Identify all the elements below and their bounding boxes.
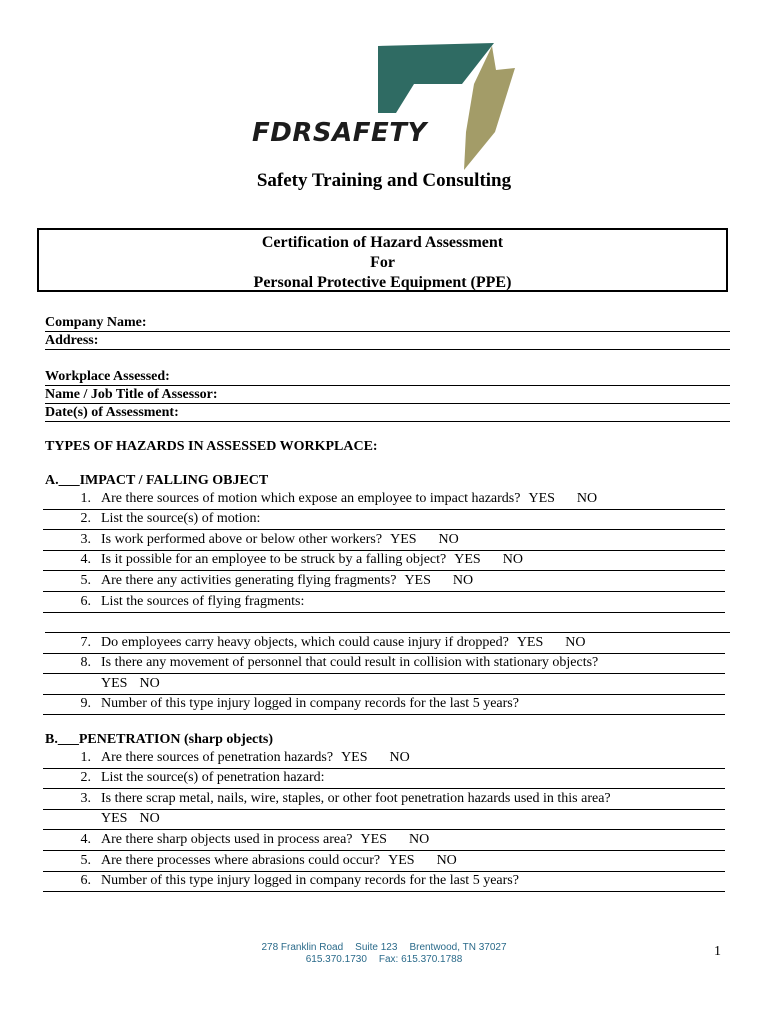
question-a8 xyxy=(43,654,725,674)
question-b2[interactable] xyxy=(43,769,725,789)
question-a8-answer xyxy=(43,675,725,695)
company-name-field[interactable]: Company Name: xyxy=(45,314,730,332)
question-text: Are there sources of penetration hazards? xyxy=(101,750,334,765)
footer-city: Brentwood, TN 37027 xyxy=(409,942,507,953)
title-line-2: For xyxy=(370,254,395,271)
question-number: 4. xyxy=(80,552,91,567)
page-number: 1 xyxy=(714,944,721,959)
question-text: Are there any activities generating flying fragments? xyxy=(101,573,397,588)
fdr-safety-logo xyxy=(250,40,520,175)
yes-option[interactable]: YES xyxy=(360,832,387,847)
question-text: Number of this type injury logged in company records for the last 5 years? xyxy=(101,696,519,711)
yes-option[interactable]: YES xyxy=(404,573,431,588)
question-number: 3. xyxy=(80,532,91,547)
question-b3-answer xyxy=(43,810,725,830)
no-option[interactable]: NO xyxy=(436,853,457,868)
no-option[interactable]: NO xyxy=(576,491,598,506)
logo-graphic xyxy=(250,40,520,175)
page-footer xyxy=(200,942,568,966)
question-text: Do employees carry heavy objects, which could cause injury if dropped? xyxy=(101,635,509,650)
answer-line[interactable] xyxy=(45,632,730,633)
question-number: 4. xyxy=(80,832,91,847)
footer-fax: Fax: 615.370.1788 xyxy=(378,954,463,965)
question-text: Are there sources of motion which expose an employee to impact hazards? xyxy=(101,491,521,506)
hazard-types-heading: TYPES OF HAZARDS IN ASSESSED WORKPLACE: xyxy=(45,439,378,454)
question-text: List the source(s) of penetration hazard: xyxy=(101,770,325,785)
question-a9[interactable] xyxy=(43,695,725,715)
question-a5 xyxy=(43,572,725,592)
no-option[interactable]: NO xyxy=(438,532,459,547)
question-b1 xyxy=(43,749,725,769)
no-option[interactable]: NO xyxy=(139,676,160,691)
footer-phone-line xyxy=(200,954,568,966)
workplace-assessed-field[interactable]: Workplace Assessed: xyxy=(45,368,730,386)
assessment-date-field[interactable]: Date(s) of Assessment: xyxy=(45,404,730,422)
no-option[interactable]: NO xyxy=(502,552,523,567)
question-text: Are there sharp objects used in process area? xyxy=(101,832,353,847)
question-b6[interactable] xyxy=(43,872,725,892)
question-b3 xyxy=(43,790,725,810)
yes-option[interactable]: YES xyxy=(516,635,544,650)
question-number: 1. xyxy=(80,750,91,765)
footer-street: 278 Franklin Road xyxy=(261,942,344,953)
question-a4 xyxy=(43,551,725,571)
question-text: List the sources of flying fragments: xyxy=(101,594,305,609)
question-number: 3. xyxy=(80,791,91,806)
question-number: 6. xyxy=(80,873,91,888)
question-a6[interactable] xyxy=(43,593,725,613)
yes-option[interactable]: YES xyxy=(390,532,417,547)
address-field[interactable]: Address: xyxy=(45,332,730,350)
question-a7 xyxy=(43,634,725,654)
footer-suite: Suite 123 xyxy=(355,942,398,953)
no-option[interactable]: NO xyxy=(452,573,474,588)
question-number: 5. xyxy=(80,853,91,868)
document-title-box xyxy=(37,228,728,292)
no-option[interactable]: NO xyxy=(408,832,430,847)
footer-phone: 615.370.1730 xyxy=(305,954,367,965)
question-text: Are there processes where abrasions could occur? xyxy=(101,853,381,868)
question-text: Is work performed above or below other workers? xyxy=(101,532,383,547)
section-b-heading: B.___PENETRATION (sharp objects) xyxy=(45,732,274,747)
yes-option[interactable]: YES xyxy=(528,491,555,506)
footer-address-line xyxy=(200,942,568,954)
company-tagline: Safety Training and Consulting xyxy=(256,170,512,191)
question-number: 5. xyxy=(80,573,91,588)
question-number: 8. xyxy=(80,655,91,670)
yes-option[interactable]: YES xyxy=(101,811,128,826)
no-option[interactable]: NO xyxy=(389,750,410,765)
assessor-field[interactable]: Name / Job Title of Assessor: xyxy=(45,386,730,404)
question-text: Number of this type injury logged in company records for the last 5 years? xyxy=(101,873,519,888)
question-text: List the source(s) of motion: xyxy=(101,511,261,526)
question-number: 6. xyxy=(80,594,91,609)
address-line-2[interactable] xyxy=(45,349,730,350)
question-text: Is it possible for an employee to be struck by a falling object? xyxy=(101,552,447,567)
title-line-3: Personal Protective Equipment (PPE) xyxy=(253,274,512,291)
question-number: 9. xyxy=(80,696,91,711)
question-number: 1. xyxy=(80,491,91,506)
title-line-1: Certification of Hazard Assessment xyxy=(261,234,504,251)
question-number: 2. xyxy=(80,770,91,785)
question-a3 xyxy=(43,531,725,551)
section-a-heading: A.___IMPACT / FALLING OBJECT xyxy=(45,473,269,488)
no-option[interactable]: NO xyxy=(139,811,160,826)
question-a1 xyxy=(43,490,725,510)
question-b4 xyxy=(43,831,725,851)
yes-option[interactable]: YES xyxy=(101,676,128,691)
yes-option[interactable]: YES xyxy=(341,750,368,765)
question-number: 2. xyxy=(80,511,91,526)
yes-option[interactable]: YES xyxy=(454,552,481,567)
question-b5 xyxy=(43,852,725,872)
question-a2[interactable] xyxy=(43,510,725,530)
no-option[interactable]: NO xyxy=(565,635,586,650)
question-text: Is there scrap metal, nails, wire, staples, or other foot penetration hazards used in this area? xyxy=(101,791,611,806)
question-number: 7. xyxy=(80,635,91,650)
logo-wordmark: FDRSAFETY xyxy=(252,118,427,148)
question-text: Is there any movement of personnel that could result in collision with stationary objects? xyxy=(101,655,599,670)
yes-option[interactable]: YES xyxy=(388,853,415,868)
